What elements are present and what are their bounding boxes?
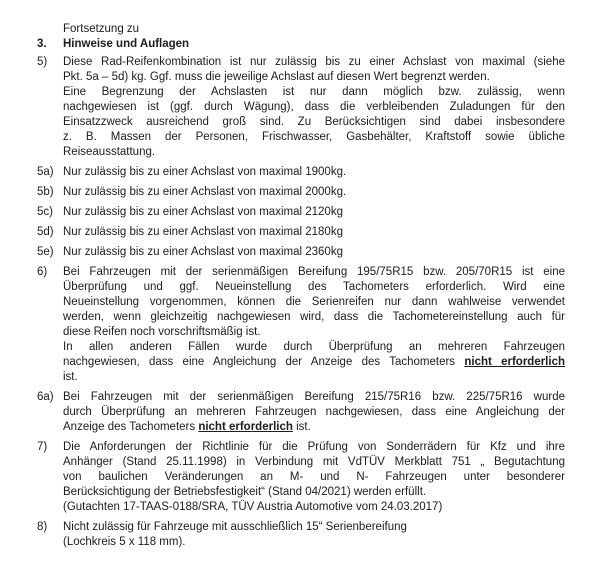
text-run: Anzeige des Tachometers	[63, 421, 199, 433]
continuation-label: Fortsetzung zu	[63, 23, 140, 35]
items-container	[37, 55, 565, 550]
item-text	[63, 225, 565, 240]
item-number: 8)	[37, 521, 48, 533]
item-number: 5c)	[37, 206, 53, 218]
text-run: Nur zulässig bis zu einer Achslast von maximal 2360kg	[63, 246, 343, 258]
text-run: nachgewiesen, dass eine Angleichung der Anzeige des Tachometers	[63, 356, 465, 368]
text-line	[63, 325, 565, 340]
document-item	[37, 55, 565, 160]
text-run: werden, wenn gleichzeitig nachgewiesen wird, dass die Tachometereinstellung auch für	[63, 311, 565, 323]
document-item	[37, 265, 565, 385]
item-number: 5e)	[37, 246, 54, 258]
text-run: Nur zulässig bis zu einer Achslast von maximal 2000kg.	[63, 186, 347, 198]
text-line	[63, 500, 565, 515]
item-number: 5b)	[37, 186, 54, 198]
item-number: 5)	[37, 56, 48, 68]
text-line	[63, 535, 565, 550]
text-line	[63, 85, 565, 100]
text-line	[63, 130, 565, 145]
item-number: 6)	[37, 266, 48, 278]
item-text	[63, 245, 565, 260]
text-run: von baulichen Veränderungen an M- und N- Fahrzeugen unter besonderer	[63, 471, 565, 483]
item-text	[63, 165, 565, 180]
text-run: nachgewiesen ist (ggf. durch Wägung), dass die verbleibenden Zuladungen für den	[63, 101, 565, 113]
text-run: Bei Fahrzeugen mit der serienmäßigen Bereifung 215/75R16 bzw. 225/75R16 wurde	[63, 391, 565, 403]
item-text	[63, 55, 565, 160]
text-line	[63, 280, 565, 295]
section-number: 3.	[37, 38, 47, 50]
text-line	[63, 405, 565, 420]
text-line	[63, 420, 565, 435]
text-run: Die Anforderungen der Richtlinie für die Prüfung von Sonderrädern für Kfz und ihre	[63, 441, 565, 453]
text-run: diese Reifen noch vorschriftsmäßig ist.	[63, 326, 261, 338]
text-line	[63, 470, 565, 485]
text-run: Neueinstellung vorgenommen, können die Serienreifen nur dann wahlweise verwendet	[63, 296, 565, 308]
item-text	[63, 205, 565, 220]
item-number: 6a)	[37, 391, 54, 403]
text-run: Einsatzzweck ausreichend groß sind. Zu Berücksichtigen sind dabei insbesondere	[63, 116, 565, 128]
item-text	[63, 265, 565, 385]
text-run: Nur zulässig bis zu einer Achslast von maximal 2180kg	[63, 226, 343, 238]
item-text	[63, 520, 565, 550]
text-run: Reiseausstattung.	[63, 146, 156, 158]
item-number: 5d)	[37, 226, 54, 238]
item-text	[63, 185, 565, 200]
item-text	[63, 390, 565, 435]
section-heading-row	[37, 37, 565, 52]
text-line	[63, 70, 565, 85]
item-text	[63, 440, 565, 515]
text-run: Nicht zulässig für Fahrzeuge mit ausschließlich 15“ Serienbereifung	[63, 521, 407, 533]
text-line	[63, 165, 565, 180]
text-run: z. B. Massen der Personen, Frischwasser, Gasbehälter, Kraftstoff sowie übliche	[63, 131, 565, 143]
text-run: Diese Rad-Reifenkombination ist nur zulässig bis zu einer Achslast von maximal (siehe	[63, 56, 565, 68]
emphasized-text: nicht erforderlich	[198, 421, 293, 433]
text-run: Anhänger (Stand 25.11.1998) in Verbindung mit VdTÜV Merkblatt 751 „ Begutachtung	[63, 456, 565, 468]
text-line	[63, 205, 565, 220]
text-line	[63, 310, 565, 325]
text-line	[63, 100, 565, 115]
text-run: Überprüfung und ggf. Neueinstellung des Tachometers erforderlich. Wird eine	[63, 281, 565, 293]
text-line	[63, 370, 565, 385]
text-run: In allen anderen Fällen wurde durch Überprüfung an mehreren Fahrzeugen	[63, 341, 565, 353]
text-run: (Gutachten 17-TAAS-0188/SRA, TÜV Austria Automotive vom 24.03.2017)	[63, 501, 443, 513]
text-run: ist.	[292, 421, 311, 433]
document-item	[37, 185, 565, 200]
section-title: Hinweise und Auflagen	[63, 38, 190, 50]
text-line	[63, 340, 565, 355]
text-line	[63, 185, 565, 200]
text-line	[63, 55, 565, 70]
document-item	[37, 205, 565, 220]
text-line	[63, 225, 565, 240]
text-line	[63, 115, 565, 130]
document-item	[37, 520, 565, 550]
text-run: Pkt. 5a – 5d) kg. Ggf. muss die jeweilige Achslast auf diesen Wert begrenzt werden.	[63, 71, 490, 83]
item-number: 7)	[37, 441, 48, 453]
document-item	[37, 245, 565, 260]
text-run: Eine Begrenzung der Achslasten ist nur dann möglich bzw. zulässig, wenn	[63, 86, 565, 98]
section-heading-content	[63, 37, 565, 52]
text-line	[63, 390, 565, 405]
text-run: Nur zulässig bis zu einer Achslast von maximal 1900kg.	[63, 166, 347, 178]
text-line	[63, 485, 565, 500]
text-line	[63, 245, 565, 260]
document-item	[37, 440, 565, 515]
text-line	[63, 455, 565, 470]
text-run: Berücksichtigung der Betriebsfestigkeit“ (Stand 04/2021) werden erfüllt.	[63, 486, 427, 498]
text-run: ist.	[63, 371, 78, 383]
text-run: Bei Fahrzeugen mit der serienmäßigen Bereifung 195/75R15 bzw. 205/70R15 ist eine	[63, 266, 565, 278]
continuation-content	[63, 22, 565, 37]
document-item	[37, 165, 565, 180]
text-line	[63, 265, 565, 280]
text-run: Nur zulässig bis zu einer Achslast von maximal 2120kg	[63, 206, 343, 218]
text-line	[63, 440, 565, 455]
text-line	[63, 295, 565, 310]
document-item	[37, 390, 565, 435]
document-item	[37, 225, 565, 240]
text-line	[63, 355, 565, 370]
text-line	[63, 145, 565, 160]
text-run: durch Überprüfung an mehreren Fahrzeugen nachgewiesen, dass eine Angleichung der	[63, 406, 565, 418]
emphasized-text: nicht erforderlich	[464, 356, 565, 368]
text-run: (Lochkreis 5 x 118 mm).	[63, 536, 186, 548]
item-number: 5a)	[37, 166, 54, 178]
text-line	[63, 520, 565, 535]
continuation-row	[37, 22, 565, 37]
